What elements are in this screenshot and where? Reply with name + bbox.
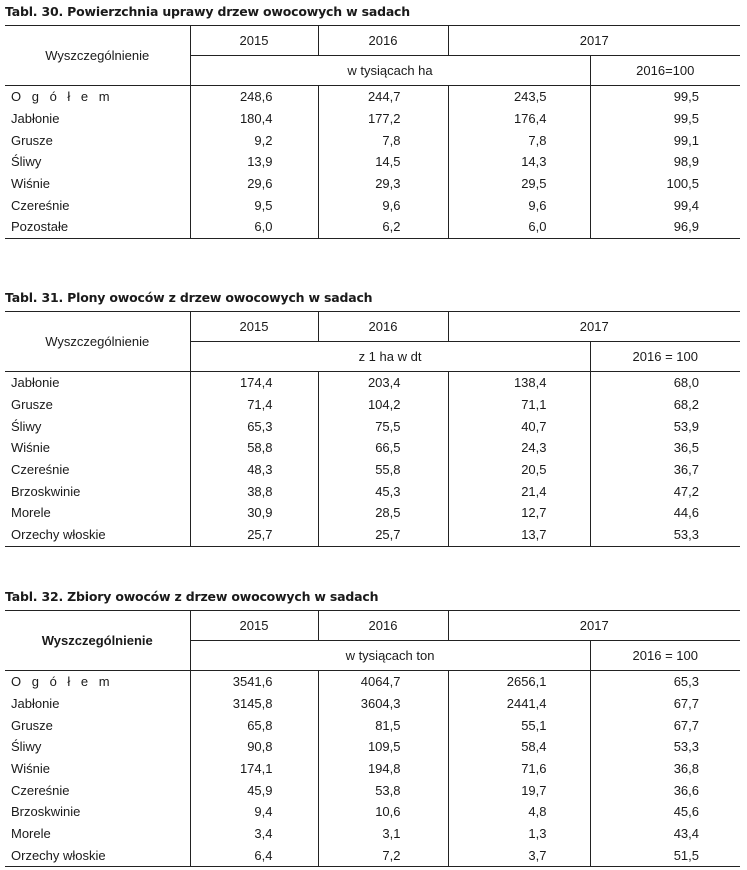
value-cell: 58,4 bbox=[448, 736, 590, 758]
value-cell: 10,6 bbox=[318, 801, 448, 823]
index-cell: 36,6 bbox=[590, 779, 740, 801]
value-cell: 38,8 bbox=[190, 480, 318, 502]
value-cell: 194,8 bbox=[318, 758, 448, 780]
index-cell: 99,5 bbox=[590, 108, 740, 130]
stub-header: Wyszczególnienie bbox=[5, 26, 190, 86]
value-cell: 25,7 bbox=[318, 524, 448, 546]
value-cell: 71,1 bbox=[448, 394, 590, 416]
value-cell: 7,8 bbox=[318, 129, 448, 151]
table-row bbox=[5, 758, 740, 780]
table-row bbox=[5, 86, 740, 108]
value-cell: 13,9 bbox=[190, 151, 318, 173]
value-cell: 29,3 bbox=[318, 173, 448, 195]
data-table bbox=[5, 25, 740, 239]
table-row bbox=[5, 372, 740, 394]
value-cell: 243,5 bbox=[448, 86, 590, 108]
index-cell: 99,1 bbox=[590, 129, 740, 151]
row-label: Grusze bbox=[11, 132, 53, 148]
index-cell: 100,5 bbox=[590, 173, 740, 195]
header-row-years bbox=[5, 611, 740, 641]
year-header: 2015 bbox=[190, 611, 318, 641]
year-header: 2015 bbox=[190, 26, 318, 56]
value-cell: 9,6 bbox=[318, 194, 448, 216]
index-cell: 99,5 bbox=[590, 86, 740, 108]
row-label: Orzechy włoskie bbox=[5, 845, 190, 867]
value-cell: 6,4 bbox=[190, 845, 318, 867]
row-label: O g ó ł e m bbox=[11, 674, 114, 690]
table-row bbox=[5, 823, 740, 845]
value-cell: 25,7 bbox=[190, 524, 318, 546]
table-row bbox=[5, 480, 740, 502]
index-cell: 99,4 bbox=[590, 194, 740, 216]
year-header: 2017 bbox=[448, 26, 740, 56]
index-cell: 45,6 bbox=[590, 801, 740, 823]
value-cell: 109,5 bbox=[318, 736, 448, 758]
table-row bbox=[5, 801, 740, 823]
table-row bbox=[5, 415, 740, 437]
value-cell: 3145,8 bbox=[190, 693, 318, 715]
value-cell: 14,3 bbox=[448, 151, 590, 173]
value-cell: 2441,4 bbox=[448, 693, 590, 715]
value-cell: 45,9 bbox=[190, 779, 318, 801]
value-cell: 81,5 bbox=[318, 714, 448, 736]
row-label: Wiśnie bbox=[11, 761, 51, 777]
value-cell: 3,7 bbox=[448, 845, 590, 867]
row-label: Morele bbox=[11, 505, 51, 521]
row-label: Czereśnie bbox=[11, 197, 70, 213]
table-row bbox=[5, 129, 740, 151]
header-row-years bbox=[5, 312, 740, 342]
index-cell: 68,0 bbox=[590, 372, 740, 394]
value-cell: 3604,3 bbox=[318, 693, 448, 715]
table-row bbox=[5, 459, 740, 481]
table-row bbox=[5, 216, 740, 238]
value-cell: 9,6 bbox=[448, 194, 590, 216]
row-label: Jabłonie bbox=[11, 375, 60, 391]
year-header: 2015 bbox=[190, 312, 318, 342]
table-title: Tabl. 30. Powierzchnia uprawy drzew owocowych w sadach bbox=[5, 4, 410, 19]
value-cell: 9,2 bbox=[190, 129, 318, 151]
value-cell: 7,2 bbox=[318, 845, 448, 867]
table-31-block bbox=[5, 289, 740, 547]
row-label: Jabłonie bbox=[11, 111, 60, 127]
value-cell: 48,3 bbox=[190, 459, 318, 481]
index-cell: 68,2 bbox=[590, 394, 740, 416]
index-header: 2016 = 100 bbox=[590, 342, 740, 372]
unit-header: w tysiącach ton bbox=[190, 641, 590, 671]
table-row bbox=[5, 736, 740, 758]
index-cell: 53,9 bbox=[590, 415, 740, 437]
table-row bbox=[5, 394, 740, 416]
index-header: 2016=100 bbox=[590, 56, 740, 86]
value-cell: 55,1 bbox=[448, 714, 590, 736]
row-label: Brzoskwinie bbox=[11, 804, 81, 820]
table-row bbox=[5, 779, 740, 801]
row-label: Śliwy bbox=[11, 418, 42, 434]
value-cell: 30,9 bbox=[190, 502, 318, 524]
table-row bbox=[5, 845, 740, 867]
value-cell: 180,4 bbox=[190, 108, 318, 130]
table-32-block bbox=[5, 588, 740, 867]
table-row bbox=[5, 437, 740, 459]
year-header: 2016 bbox=[318, 312, 448, 342]
value-cell: 55,8 bbox=[318, 459, 448, 481]
row-label: Czereśnie bbox=[11, 462, 70, 478]
index-cell: 36,8 bbox=[590, 758, 740, 780]
index-cell: 53,3 bbox=[590, 524, 740, 546]
index-header: 2016 = 100 bbox=[590, 641, 740, 671]
value-cell: 104,2 bbox=[318, 394, 448, 416]
unit-header: w tysiącach ha bbox=[190, 56, 590, 86]
value-cell: 6,0 bbox=[448, 216, 590, 238]
value-cell: 244,7 bbox=[318, 86, 448, 108]
unit-header: z 1 ha w dt bbox=[190, 342, 590, 372]
value-cell: 21,4 bbox=[448, 480, 590, 502]
value-cell: 71,4 bbox=[190, 394, 318, 416]
value-cell: 71,6 bbox=[448, 758, 590, 780]
value-cell: 3,4 bbox=[190, 823, 318, 845]
year-header: 2016 bbox=[318, 611, 448, 641]
header-row-years bbox=[5, 26, 740, 56]
table-row bbox=[5, 671, 740, 693]
value-cell: 7,8 bbox=[448, 129, 590, 151]
row-label: Grusze bbox=[11, 397, 53, 413]
year-header: 2017 bbox=[448, 312, 740, 342]
value-cell: 58,8 bbox=[190, 437, 318, 459]
value-cell: 53,8 bbox=[318, 779, 448, 801]
value-cell: 29,6 bbox=[190, 173, 318, 195]
table-row bbox=[5, 714, 740, 736]
table-row bbox=[5, 693, 740, 715]
table-row bbox=[5, 524, 740, 546]
value-cell: 4,8 bbox=[448, 801, 590, 823]
index-cell: 96,9 bbox=[590, 216, 740, 238]
value-cell: 28,5 bbox=[318, 502, 448, 524]
year-header: 2017 bbox=[448, 611, 740, 641]
index-cell: 44,6 bbox=[590, 502, 740, 524]
value-cell: 75,5 bbox=[318, 415, 448, 437]
value-cell: 40,7 bbox=[448, 415, 590, 437]
value-cell: 65,8 bbox=[190, 714, 318, 736]
table-30-block bbox=[5, 3, 740, 239]
row-label: Czereśnie bbox=[11, 782, 70, 798]
value-cell: 138,4 bbox=[448, 372, 590, 394]
table-row bbox=[5, 108, 740, 130]
value-cell: 90,8 bbox=[190, 736, 318, 758]
value-cell: 248,6 bbox=[190, 86, 318, 108]
value-cell: 12,7 bbox=[448, 502, 590, 524]
row-label: Wiśnie bbox=[11, 440, 51, 456]
value-cell: 13,7 bbox=[448, 524, 590, 546]
value-cell: 65,3 bbox=[190, 415, 318, 437]
index-cell: 65,3 bbox=[590, 671, 740, 693]
table-row bbox=[5, 151, 740, 173]
table-title: Tabl. 31. Plony owoców z drzew owocowych w sadach bbox=[5, 290, 373, 305]
value-cell: 174,4 bbox=[190, 372, 318, 394]
value-cell: 176,4 bbox=[448, 108, 590, 130]
value-cell: 29,5 bbox=[448, 173, 590, 195]
row-label: Pozostałe bbox=[5, 216, 190, 238]
value-cell: 177,2 bbox=[318, 108, 448, 130]
value-cell: 6,2 bbox=[318, 216, 448, 238]
row-label: Śliwy bbox=[11, 154, 42, 170]
row-label: Morele bbox=[11, 826, 51, 842]
index-cell: 47,2 bbox=[590, 480, 740, 502]
value-cell: 14,5 bbox=[318, 151, 448, 173]
value-cell: 45,3 bbox=[318, 480, 448, 502]
index-cell: 43,4 bbox=[590, 823, 740, 845]
table-row bbox=[5, 173, 740, 195]
row-label: Orzechy włoskie bbox=[5, 524, 190, 546]
index-cell: 51,5 bbox=[590, 845, 740, 867]
value-cell: 19,7 bbox=[448, 779, 590, 801]
index-cell: 36,5 bbox=[590, 437, 740, 459]
value-cell: 174,1 bbox=[190, 758, 318, 780]
year-header: 2016 bbox=[318, 26, 448, 56]
row-label: Śliwy bbox=[11, 739, 42, 755]
value-cell: 203,4 bbox=[318, 372, 448, 394]
data-table bbox=[5, 610, 740, 867]
row-label: Grusze bbox=[11, 717, 53, 733]
row-label: Jabłonie bbox=[11, 696, 60, 712]
value-cell: 4064,7 bbox=[318, 671, 448, 693]
row-label: Brzoskwinie bbox=[11, 483, 81, 499]
table-title: Tabl. 32. Zbiory owoców z drzew owocowych w sadach bbox=[5, 589, 379, 604]
value-cell: 9,5 bbox=[190, 194, 318, 216]
stub-header: Wyszczególnienie bbox=[5, 312, 190, 372]
stub-header: Wyszczególnienie bbox=[5, 611, 190, 671]
index-cell: 53,3 bbox=[590, 736, 740, 758]
value-cell: 20,5 bbox=[448, 459, 590, 481]
index-cell: 67,7 bbox=[590, 714, 740, 736]
table-row bbox=[5, 194, 740, 216]
value-cell: 2656,1 bbox=[448, 671, 590, 693]
row-label: O g ó ł e m bbox=[11, 89, 114, 105]
value-cell: 66,5 bbox=[318, 437, 448, 459]
value-cell: 1,3 bbox=[448, 823, 590, 845]
index-cell: 36,7 bbox=[590, 459, 740, 481]
table-row bbox=[5, 502, 740, 524]
data-table bbox=[5, 311, 740, 547]
value-cell: 6,0 bbox=[190, 216, 318, 238]
value-cell: 3541,6 bbox=[190, 671, 318, 693]
row-label: Wiśnie bbox=[11, 176, 51, 192]
index-cell: 98,9 bbox=[590, 151, 740, 173]
value-cell: 3,1 bbox=[318, 823, 448, 845]
index-cell: 67,7 bbox=[590, 693, 740, 715]
value-cell: 9,4 bbox=[190, 801, 318, 823]
value-cell: 24,3 bbox=[448, 437, 590, 459]
